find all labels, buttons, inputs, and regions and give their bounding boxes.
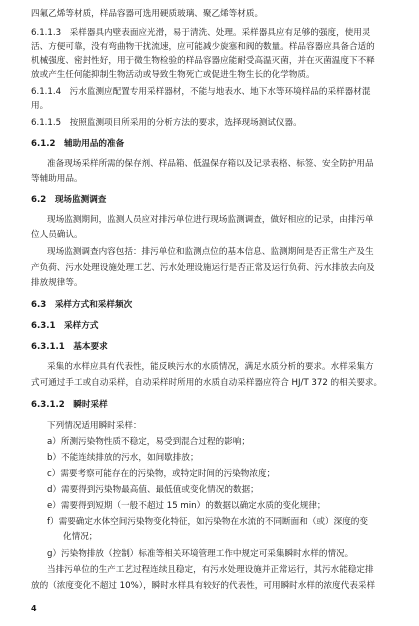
text-line: 等辅助用品。 [31, 174, 83, 184]
text-line: 下列情况适用瞬时采样： [47, 421, 142, 431]
text-line: 放或产生任何能抑制生物活动或导致生物死亡或促进生物生长的化学物质。 [31, 70, 315, 80]
list-item-continuation: 化情况； [63, 532, 98, 542]
section-heading: 6.3 采样方式和采样频次 [31, 300, 133, 310]
text-line: 现场监测期间，监测人员应对排污单位进行现场监测调查，做好相应的记录，由排污单 [47, 215, 374, 225]
page-number: 4 [31, 604, 37, 613]
text-line: 现场监测调查内容包括：排污单位和监测点位的基本信息、监测期间是否正常生产及生 [47, 247, 374, 257]
text-line: 活、方便可靠，没有弯曲物干扰流速，应可能减少旋塞和阀的数量。样品容器应具备合适的 [31, 42, 375, 52]
list-item: e）需要得到短期（一般不超过 15 min）的数据以确定水质的变化规律； [47, 501, 326, 511]
text-line: 排放规律等。 [31, 278, 83, 288]
text-line: 放的（浓度变化不超过 10%），瞬时水样具有较好的代表性，可用瞬时水样的浓度代表采样 [31, 581, 376, 591]
text-line: 当排污单位的生产工艺过程连续且稳定，有污水处理设施并正常运行，其污水能稳定排 [47, 565, 374, 575]
text-line: 用。 [31, 101, 49, 111]
list-item: f）需要确定水体空间污染物变化特征，如污染物在水流的不同断面和（或）深度的变 [47, 517, 368, 527]
section-heading: 6.3.1.2 瞬时采样 [31, 400, 108, 410]
text-line: 6.1.1.4 污水监测应配置专用采样器材，不能与地表水、地下水等环境样品的采样器材混 [31, 87, 371, 97]
section-heading: 6.3.1.1 基本要求 [31, 342, 108, 352]
text-line: 采集的水样应具有代表性，能反映污水的水质情况，满足水质分析的要求。水样采集方 [47, 362, 374, 372]
list-item: b）不能连续排放的污水，如间歇排放； [47, 453, 199, 463]
list-item: d）需要得到污染物最高值、最低值或变化情况的数据； [47, 485, 259, 495]
list-item: c）需要考察可能存在的污染物，或特定时间的污染物浓度； [47, 469, 276, 479]
text-line: 6.1.1.5 按照监测项目所采用的分析方法的要求，选择现场测试仪器。 [31, 118, 302, 128]
text-line: 机械强度、密封性好，用于微生物检验的样品容器应能耐受高温灭菌，并在灭菌温度下不释 [31, 56, 375, 66]
section-heading: 6.2 现场监测调查 [31, 195, 107, 205]
text-line: 位人员确认。 [31, 230, 83, 240]
list-item: a）所测污染物性质不稳定，易受到混合过程的影响； [47, 437, 250, 447]
section-heading: 6.1.2 辅助用品的准备 [31, 139, 125, 149]
section-heading: 6.3.1 采样方式 [31, 321, 99, 331]
text-line: 式可通过手工或自动采样，自动采样时所用的水质自动采样器应符合 HJ/T 372 的相关要求。 [31, 378, 383, 388]
text-line: 产负荷、污水处理设施处理工艺、污水处理设施运行是否正常及运行负荷、污水排放去向及 [31, 263, 375, 273]
text-line: 准备现场采样所需的保存剂、样品箱、低温保存箱以及记录表格、标签、安全防护用品 [47, 159, 374, 169]
text-line: 四氟乙烯等材质，样品容器可选用硬质玻璃、聚乙烯等材质。 [31, 9, 264, 19]
text-line: 6.1.1.3 采样器具内壁表面应光滑，易于清洗、处理。采样器具应有足够的强度，使用灵 [31, 28, 371, 38]
list-item: g）污染物排放（控制）标准等相关环境管理工作中规定可采集瞬时水样的情况。 [47, 549, 354, 559]
